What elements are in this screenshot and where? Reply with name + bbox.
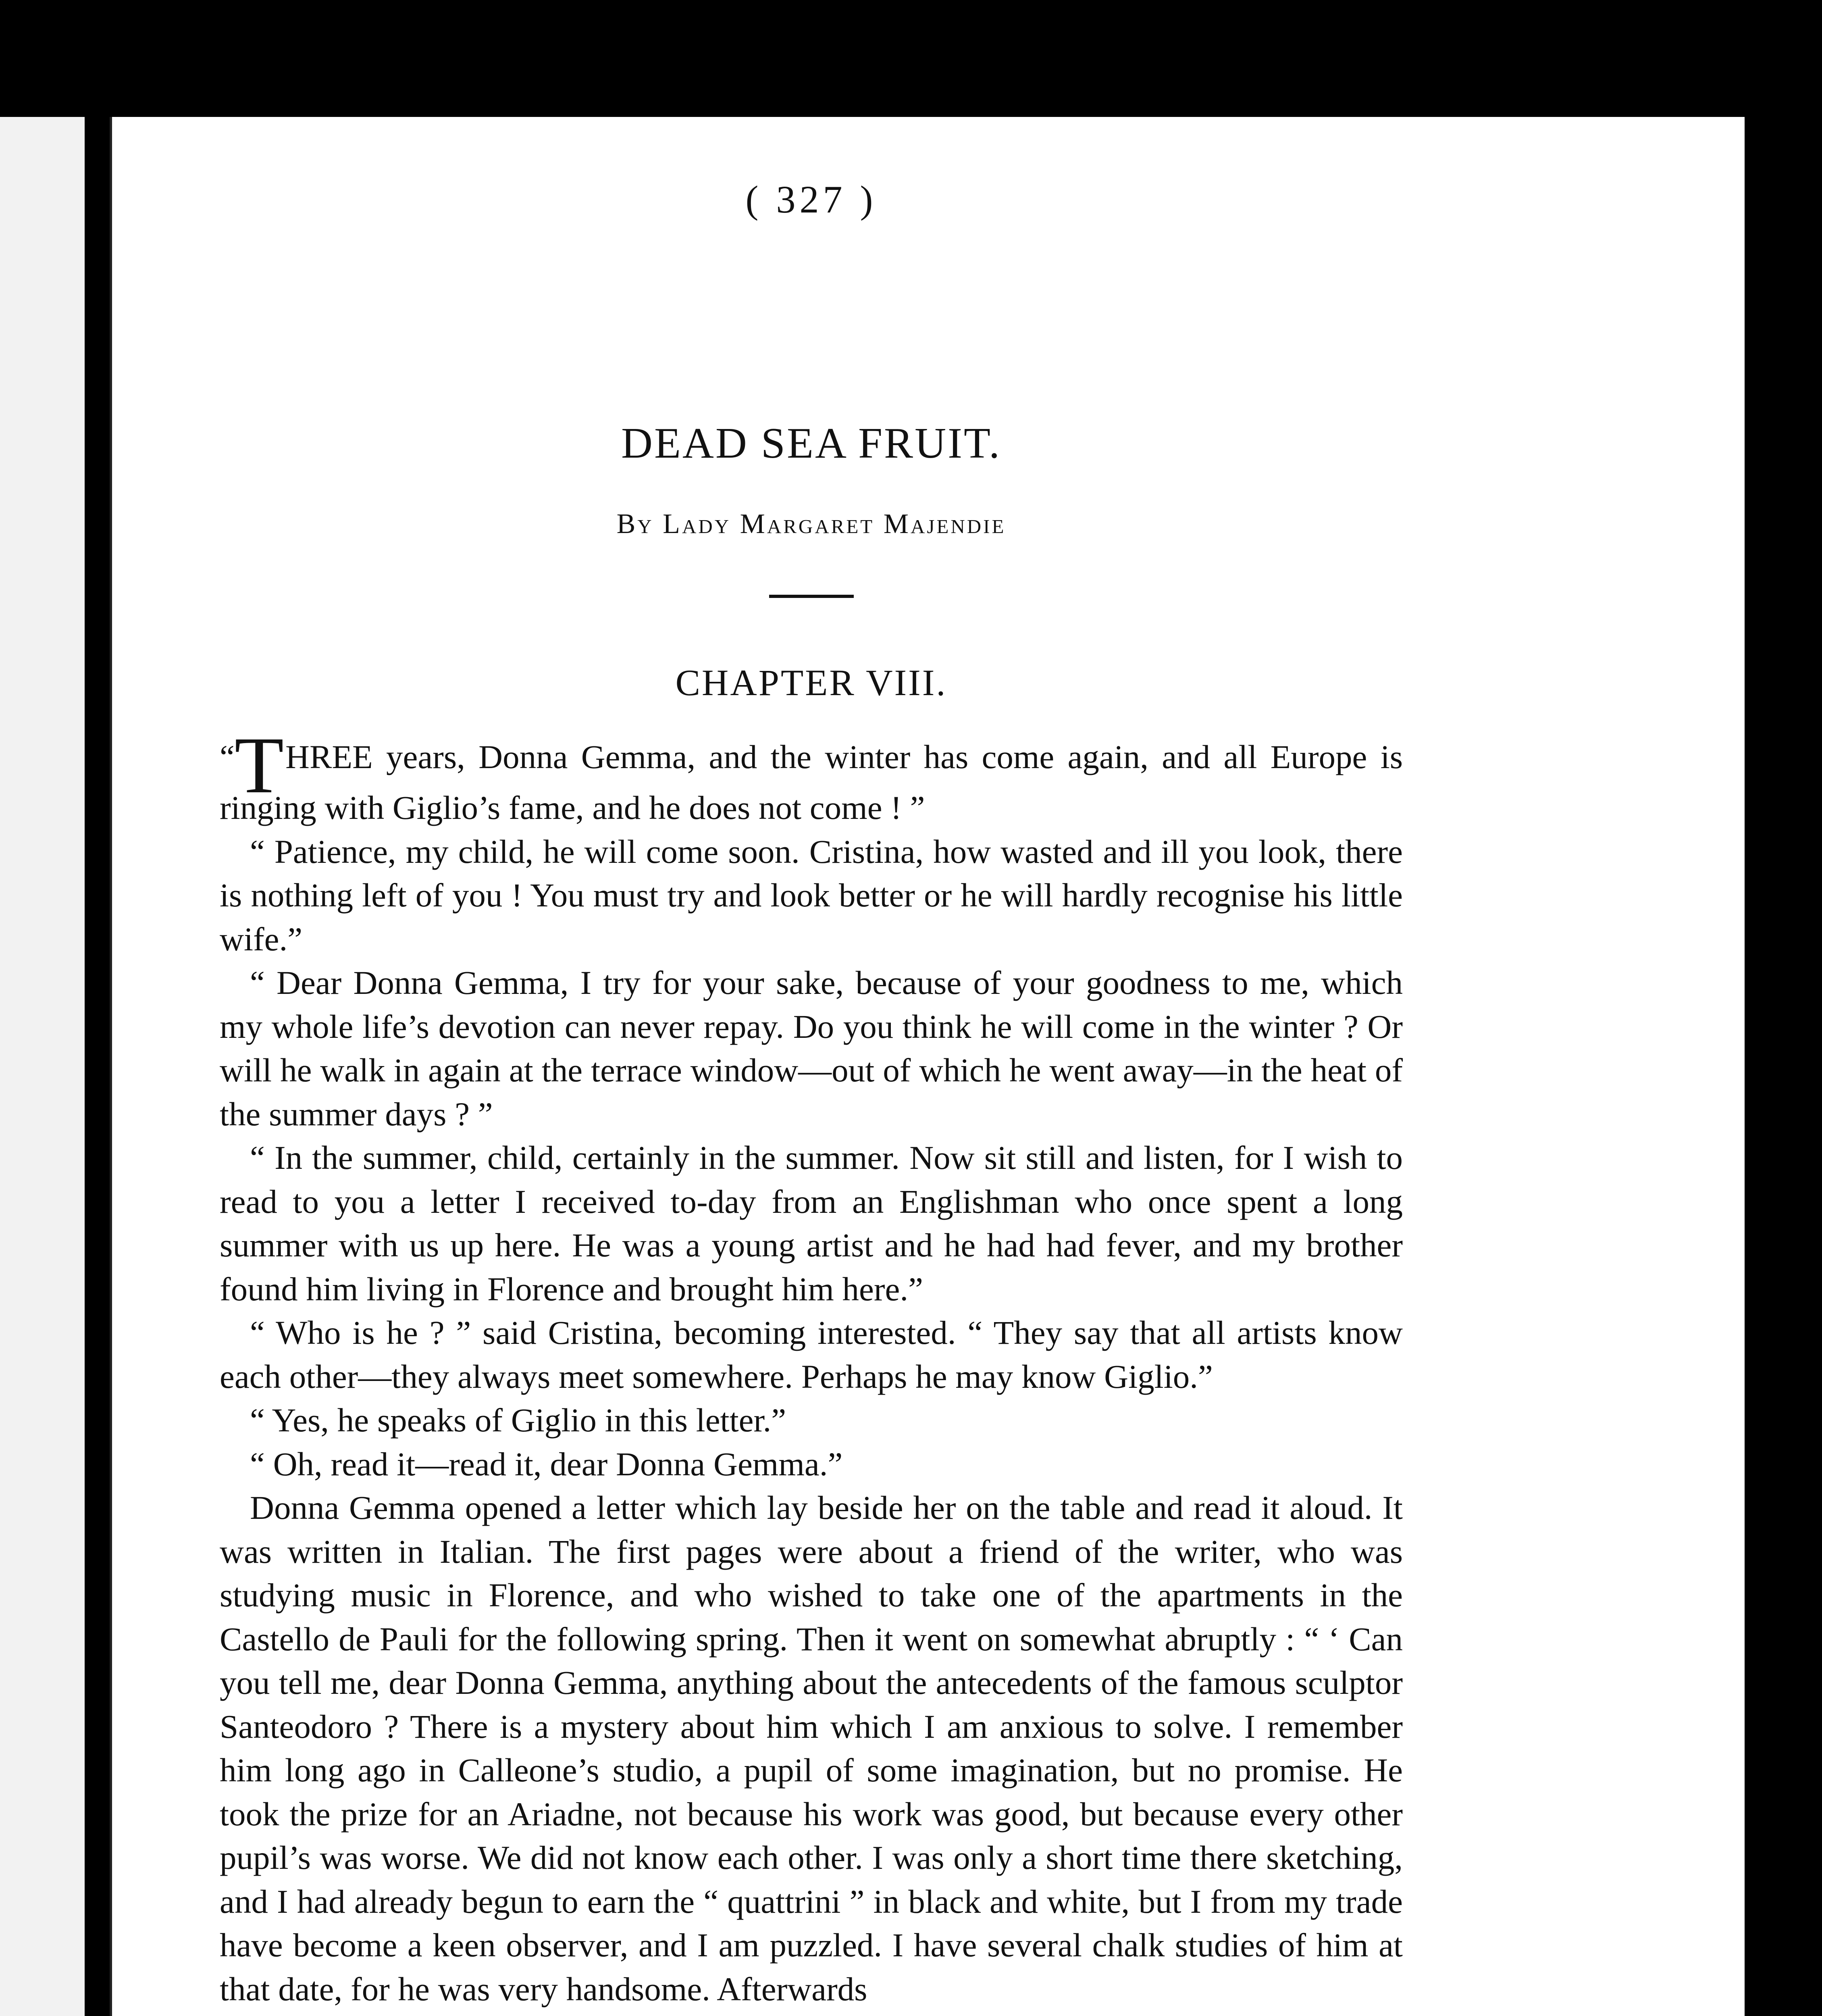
page-number: ( 327 ) <box>745 178 877 221</box>
paragraph-2: “ Patience, my child, he will come soon. Cristina, how wasted and ill you look, there is nothing left of you ! You must try and look better or he will hardly recognise his little wife.” <box>220 833 1403 958</box>
paragraph-6: “ Yes, he speaks of Giglio in this letter.” <box>250 1402 786 1439</box>
book-gutter <box>85 113 110 2016</box>
opening-quote: “ <box>220 738 235 775</box>
title-divider <box>769 595 854 598</box>
paragraph-1 <box>220 721 1403 830</box>
paragraph-text: HREE years, Donna Gemma, and the winter has come again, and all Europe is ringing with Giglio’s fame, and he does not come ! ” <box>220 738 1403 826</box>
story-title: DEAD SEA FRUIT. <box>621 419 1002 467</box>
paragraph-5: “ Who is he ? ” said Cristina, becoming interested. “ They say that all artists know each other—they always meet somewhere. Perhaps he may know Giglio.” <box>220 1314 1403 1395</box>
paragraph-7: “ Oh, read it—read it, dear Donna Gemma.” <box>250 1445 843 1483</box>
paragraph-4: “ In the summer, child, certainly in the summer. Now sit still and listen, for I wish to read to you a letter I received to-day from an Englishman who once spent a long summer with us up here. He was a young artist and he had had fever, and my brother found him living in Florence and brought him here.” <box>220 1139 1403 1308</box>
page-content <box>220 173 1403 2011</box>
paragraph-3: “ Dear Donna Gemma, I try for your sake, because of your goodness to me, which my whole life’s devotion can never repay. Do you think he will come in the winter ? Or will he walk in again at the terrace window—out of which he went away—in the heat of the summer days ? ” <box>220 964 1403 1133</box>
paragraph-8: Donna Gemma opened a letter which lay beside her on the table and read it aloud. It was written in Italian. The first pages were about a friend of the writer, who was studying music in Florence, and who wished to take one of the apartments in the Castello de Pauli for the following spring. Then it went on somewhat abruptly : “ ‘ Can you tell me, dear Donna Gemma, anything about the antecedents of the famous sculptor Santeodoro ? There is a mystery about him which I am anxious to solve. I remember him long ago in Calleone’s studio, a pupil of some imagination, but no promise. He took the prize for an Ariadne, not because his work was good, but because every other pupil’s was worse. We did not know each other. I was only a short time there sketching, and I had already begun to earn the “ quattrini ” in black and white, but I from my trade have become a keen observer, and I am puzzled. I have several chalk studies of him at that date, for he was very handsome. Afterwards <box>220 1489 1403 2008</box>
facing-page-edge <box>0 117 85 2016</box>
drop-cap: T <box>234 721 284 810</box>
chapter-heading: CHAPTER VIII. <box>675 662 947 703</box>
byline: By Lady Margaret Majendie <box>616 508 1006 539</box>
body-text <box>220 721 1403 2011</box>
